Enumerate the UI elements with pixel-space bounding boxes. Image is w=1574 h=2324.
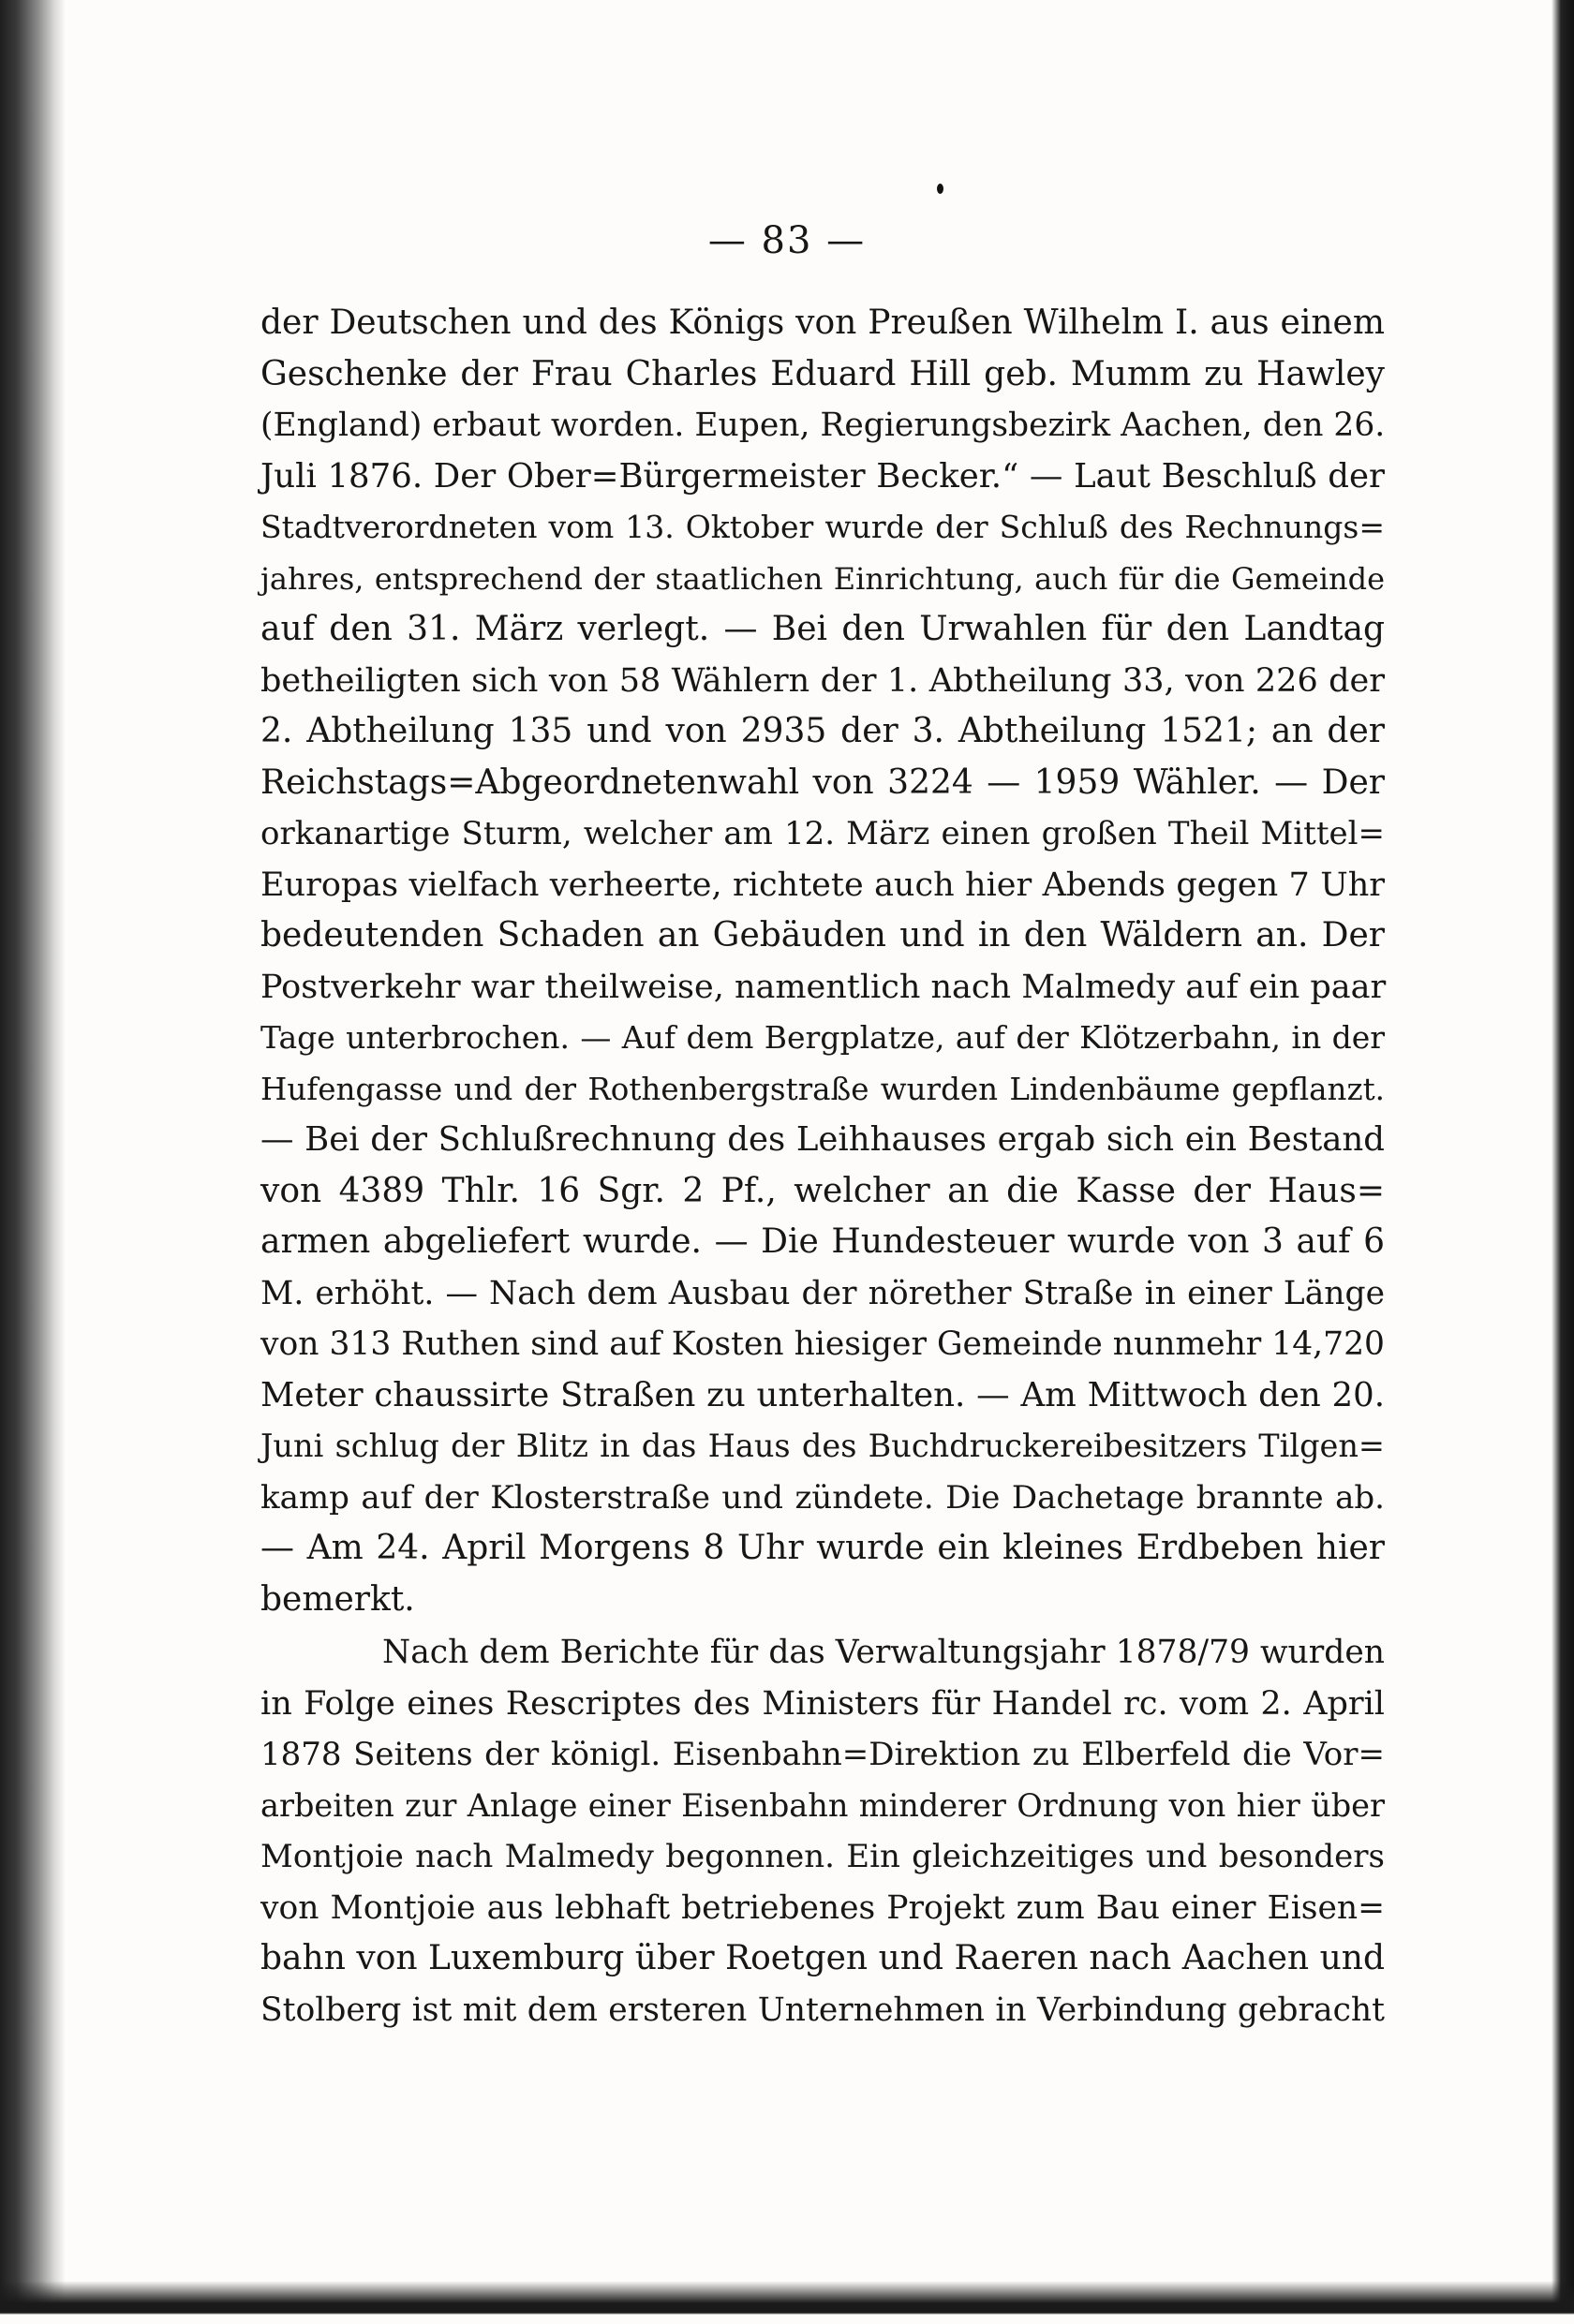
text-line: von 313 Ruthen sind auf Kosten hiesiger Gemeinde nunmehr 14,720 [260,1325,1385,1363]
text-line: arbeiten zur Anlage einer Eisenbahn minderer Ordnung von hier über [260,1786,1385,1824]
text-line: bedeutenden Schaden an Gebäuden und in den Wäldern an. Der [260,916,1385,955]
text-line: Nach dem Berichte für das Verwaltungsjahr 1878/79 wurden [382,1634,1385,1671]
text-line: Juli 1876. Der Ober=Bürgermeister Becker.“ — Laut Beschluß der [260,456,1385,496]
scan-shadow-right [1552,0,1574,2324]
text-line: auf den 31. März verlegt. — Bei den Urwahlen für den Landtag [260,610,1385,648]
text-line: bemerkt. [260,1579,415,1619]
ink-speck [937,184,943,194]
text-line: kamp auf der Klosterstraße und zündete. Die Dachetage brannte ab. [260,1478,1385,1517]
text-line: — Bei der Schlußrechnung des Leihhauses ergab sich ein Bestand [260,1120,1385,1159]
text-line: (England) erbaut worden. Eupen, Regierungsbezirk Aachen, den 26. [260,407,1386,444]
paragraph-2 [260,1627,1385,2035]
text-line: Stadtverordneten vom 13. Oktober wurde der Schluß des Rechnungs= [260,509,1385,545]
text-line: in Folge eines Rescriptes des Ministers für Handel rc. vom 2. April [260,1684,1385,1723]
text-line: Postverkehr war theilweise, namentlich nach Malmedy auf ein paar [260,968,1387,1006]
text-line: Europas vielfach verheerte, richtete auch hier Abends gegen 7 Uhr [260,866,1385,904]
body-text [260,298,1385,2035]
text-line: bahn von Luxemburg über Roetgen und Raeren nach Aachen und [260,1939,1385,1977]
text-line: Reichstags=Abgeordnetenwahl von 3224 — 1959 Wähler. — Der [260,762,1385,802]
text-line: jahres, entsprechend der staatlichen Einrichtung, auch für die Gemeinde [260,560,1385,597]
text-line: — Am 24. April Morgens 8 Uhr wurde ein kleines Erdbeben hier [260,1529,1385,1567]
text-line: Meter chaussirte Straßen zu unterhalten. — Am Mittwoch den 20. [260,1375,1385,1414]
text-line: Juni schlug der Blitz in das Haus des Buchdruckereibesitzers Tilgen= [260,1428,1385,1464]
text-line: 1878 Seitens der königl. Eisenbahn=Direktion zu Elberfeld die Vor= [260,1736,1385,1773]
scan-shadow-left [0,0,66,2324]
scan-shadow-bottom [0,2281,1574,2324]
paragraph-1 [260,298,1385,1625]
text-line: betheiligten sich von 58 Wählern der 1. Abtheilung 33, von 226 der [260,661,1385,700]
text-line: orkanartige Sturm, welcher am 12. März einen großen Theil Mittel= [260,815,1385,852]
text-line: Geschenke der Frau Charles Eduard Hill geb. Mumm zu Hawley [260,354,1385,393]
text-line: Hufengasse und der Rothenbergstraße wurden Lindenbäume gepflanzt. [260,1071,1385,1107]
text-line: Stolberg ist mit dem ersteren Unternehmen in Verbindung gebracht [260,1991,1385,2029]
text-line: M. erhöht. — Nach dem Ausbau der nörether Straße in einer Länge [260,1274,1385,1312]
page-number: — 83 — [707,219,867,262]
text-line: armen abgeliefert wurde. — Die Hundesteuer wurde von 3 auf 6 [260,1222,1385,1261]
text-line: 2. Abtheilung 135 und von 2935 der 3. Abtheilung 1521; an der [260,712,1385,750]
text-line: Montjoie nach Malmedy begonnen. Ein gleichzeitiges und besonders [260,1838,1385,1875]
text-line: der Deutschen und des Königs von Preußen Wilhelm I. aus einem [260,303,1385,342]
text-line: von Montjoie aus lebhaft betriebenes Projekt zum Bau einer Eisen= [260,1888,1385,1927]
text-line: von 4389 Thlr. 16 Sgr. 2 Pf., welcher an die Kasse der Haus= [260,1171,1385,1210]
text-line: Tage unterbrochen. — Auf dem Bergplatze, auf der Klötzerbahn, in der [260,1019,1385,1056]
